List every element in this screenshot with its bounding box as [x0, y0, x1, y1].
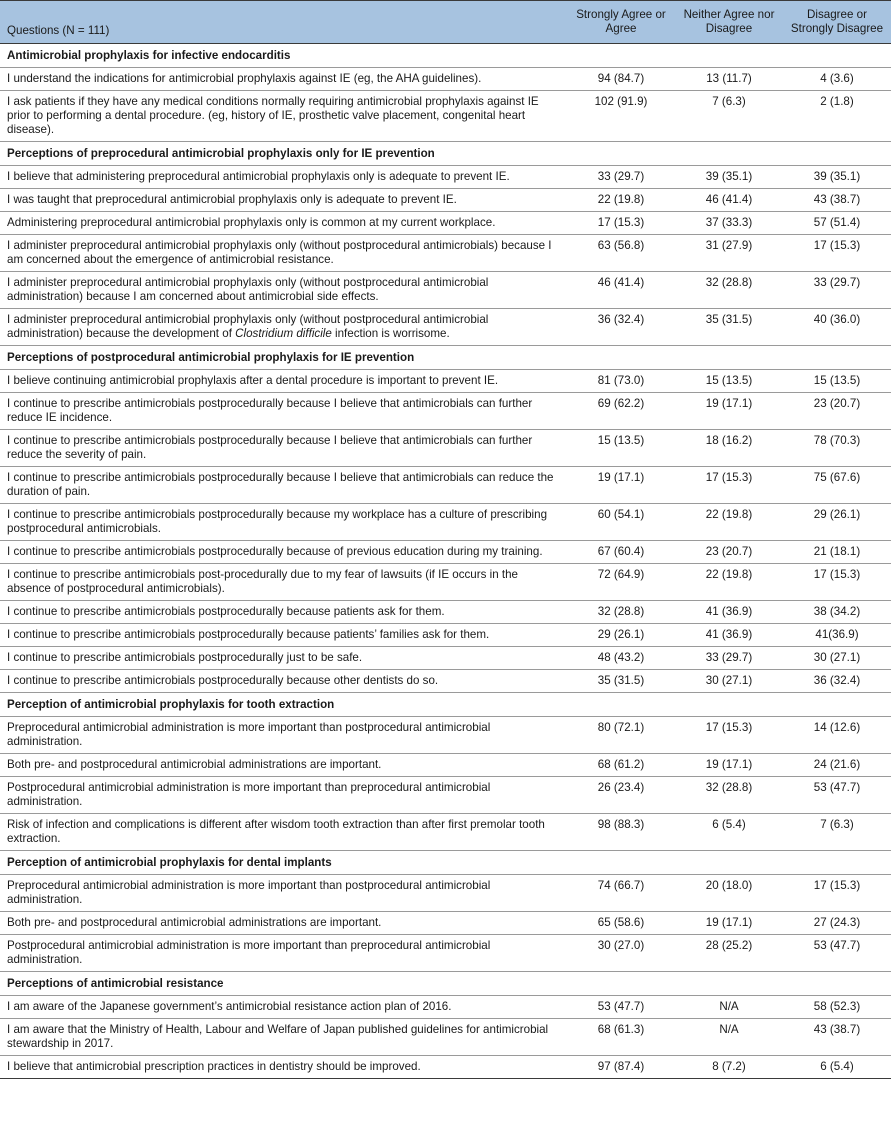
header-row	[0, 1, 891, 44]
table-row	[0, 717, 891, 754]
neutral-value-cell: 32 (28.8)	[675, 777, 783, 814]
table-row	[0, 68, 891, 91]
questions-column-header: Questions (N = 111)	[0, 1, 567, 44]
table-row	[0, 814, 891, 851]
neutral-value-cell: 22 (19.8)	[675, 504, 783, 541]
question-cell: I believe that antimicrobial prescription practices in dentistry should be improved.	[0, 1056, 567, 1079]
question-cell: I continue to prescribe antimicrobials postprocedurally because my workplace has a culture of prescribing postprocedural antimicrobials.	[0, 504, 567, 541]
neutral-value-cell: 17 (15.3)	[675, 467, 783, 504]
neutral-value-cell: 15 (13.5)	[675, 370, 783, 393]
neutral-value-cell: 19 (17.1)	[675, 754, 783, 777]
question-cell	[0, 309, 567, 346]
neutral-value-cell: 17 (15.3)	[675, 717, 783, 754]
neutral-value-cell: 35 (31.5)	[675, 309, 783, 346]
table-row	[0, 212, 891, 235]
table-row	[0, 996, 891, 1019]
agree-value-cell: 67 (60.4)	[567, 541, 675, 564]
question-cell: I continue to prescribe antimicrobials postprocedurally because patients ask for them.	[0, 601, 567, 624]
table-row	[0, 272, 891, 309]
question-cell: I administer preprocedural antimicrobial prophylaxis only (without postprocedural antimicrobial administration) because I am concerned about antimicrobial side effects.	[0, 272, 567, 309]
neutral-value-cell: 8 (7.2)	[675, 1056, 783, 1079]
question-cell: I was taught that preprocedural antimicrobial prophylaxis only is adequate to prevent IE.	[0, 189, 567, 212]
table-body	[0, 44, 891, 1079]
disagree-value-cell: 38 (34.2)	[783, 601, 891, 624]
disagree-value-cell: 36 (32.4)	[783, 670, 891, 693]
disagree-value-cell: 39 (35.1)	[783, 166, 891, 189]
question-cell: Preprocedural antimicrobial administration is more important than postprocedural antimicrobial administration.	[0, 875, 567, 912]
agree-value-cell: 81 (73.0)	[567, 370, 675, 393]
table-header	[0, 1, 891, 44]
question-cell: I ask patients if they have any medical conditions normally requiring antimicrobial prophylaxis against IE prior to performing a dental procedure. (eg, history of IE, prosthetic valve placement, congenital heart disease).	[0, 91, 567, 142]
disagree-value-cell: 29 (26.1)	[783, 504, 891, 541]
question-cell: I continue to prescribe antimicrobials postprocedurally because I believe that antimicrobials can reduce the duration of pain.	[0, 467, 567, 504]
question-cell: I continue to prescribe antimicrobials postprocedurally because I believe that antimicrobials can further reduce the severity of pain.	[0, 430, 567, 467]
table-row	[0, 1056, 891, 1079]
table-row	[0, 777, 891, 814]
table-row	[0, 875, 891, 912]
disagree-value-cell: 7 (6.3)	[783, 814, 891, 851]
disagree-value-cell: 27 (24.3)	[783, 912, 891, 935]
table-row	[0, 235, 891, 272]
table-row	[0, 430, 891, 467]
neutral-value-cell: 6 (5.4)	[675, 814, 783, 851]
table-row	[0, 670, 891, 693]
agree-value-cell: 17 (15.3)	[567, 212, 675, 235]
agree-value-cell: 15 (13.5)	[567, 430, 675, 467]
table-row	[0, 541, 891, 564]
disagree-value-cell: 24 (21.6)	[783, 754, 891, 777]
table-row	[0, 754, 891, 777]
neutral-value-cell: 39 (35.1)	[675, 166, 783, 189]
question-cell: I believe that administering preprocedural antimicrobial prophylaxis only is adequate to prevent IE.	[0, 166, 567, 189]
agree-value-cell: 48 (43.2)	[567, 647, 675, 670]
section-row	[0, 972, 891, 996]
table-row	[0, 912, 891, 935]
disagree-value-cell: 41(36.9)	[783, 624, 891, 647]
agree-value-cell: 53 (47.7)	[567, 996, 675, 1019]
agree-value-cell: 33 (29.7)	[567, 166, 675, 189]
table-row	[0, 564, 891, 601]
question-cell: Both pre- and postprocedural antimicrobial administrations are important.	[0, 754, 567, 777]
agree-value-cell: 102 (91.9)	[567, 91, 675, 142]
agree-value-cell: 94 (84.7)	[567, 68, 675, 91]
agree-value-cell: 80 (72.1)	[567, 717, 675, 754]
table-row	[0, 393, 891, 430]
disagree-value-cell: 43 (38.7)	[783, 189, 891, 212]
question-cell: I continue to prescribe antimicrobials postprocedurally because patients’ families ask for them.	[0, 624, 567, 647]
neutral-value-cell: N/A	[675, 996, 783, 1019]
question-cell: Administering preprocedural antimicrobial prophylaxis only is common at my current workplace.	[0, 212, 567, 235]
disagree-value-cell: 58 (52.3)	[783, 996, 891, 1019]
question-text-italic: Clostridium difficile	[235, 327, 332, 340]
disagree-value-cell: 53 (47.7)	[783, 935, 891, 972]
disagree-value-cell: 43 (38.7)	[783, 1019, 891, 1056]
table-row	[0, 166, 891, 189]
agree-value-cell: 68 (61.2)	[567, 754, 675, 777]
section-row	[0, 142, 891, 166]
question-cell: I continue to prescribe antimicrobials post-procedurally due to my fear of lawsuits (if IE occurs in the absence of postprocedural antimicrobials).	[0, 564, 567, 601]
disagree-value-cell: 57 (51.4)	[783, 212, 891, 235]
neutral-value-cell: 13 (11.7)	[675, 68, 783, 91]
disagree-value-cell: 6 (5.4)	[783, 1056, 891, 1079]
agree-value-cell: 32 (28.8)	[567, 601, 675, 624]
question-cell: I continue to prescribe antimicrobials postprocedurally because I believe that antimicrobials can further reduce IE incidence.	[0, 393, 567, 430]
disagree-value-cell: 40 (36.0)	[783, 309, 891, 346]
disagree-value-cell: 4 (3.6)	[783, 68, 891, 91]
agree-value-cell: 65 (58.6)	[567, 912, 675, 935]
neutral-value-cell: 19 (17.1)	[675, 912, 783, 935]
table-row	[0, 91, 891, 142]
neutral-value-cell: 30 (27.1)	[675, 670, 783, 693]
agree-value-cell: 35 (31.5)	[567, 670, 675, 693]
disagree-value-cell: 21 (18.1)	[783, 541, 891, 564]
neutral-value-cell: 33 (29.7)	[675, 647, 783, 670]
disagree-value-cell: 17 (15.3)	[783, 235, 891, 272]
question-cell: I understand the indications for antimicrobial prophylaxis against IE (eg, the AHA guidelines).	[0, 68, 567, 91]
agree-value-cell: 26 (23.4)	[567, 777, 675, 814]
neutral-value-cell: 37 (33.3)	[675, 212, 783, 235]
disagree-value-cell: 17 (15.3)	[783, 875, 891, 912]
question-cell: I believe continuing antimicrobial prophylaxis after a dental procedure is important to prevent IE.	[0, 370, 567, 393]
section-heading: Perception of antimicrobial prophylaxis for tooth extraction	[0, 693, 891, 717]
section-heading: Antimicrobial prophylaxis for infective endocarditis	[0, 44, 891, 68]
agree-column-header: Strongly Agree or Agree	[567, 1, 675, 44]
agree-value-cell: 69 (62.2)	[567, 393, 675, 430]
question-cell: Postprocedural antimicrobial administration is more important than preprocedural antimicrobial administration.	[0, 777, 567, 814]
question-cell: I am aware that the Ministry of Health, Labour and Welfare of Japan published guidelines for antimicrobial stewardship in 2017.	[0, 1019, 567, 1056]
disagree-value-cell: 14 (12.6)	[783, 717, 891, 754]
section-heading: Perceptions of antimicrobial resistance	[0, 972, 891, 996]
question-cell: I continue to prescribe antimicrobials postprocedurally because of previous education during my training.	[0, 541, 567, 564]
question-cell: I continue to prescribe antimicrobials postprocedurally just to be safe.	[0, 647, 567, 670]
table-row	[0, 1019, 891, 1056]
section-row	[0, 44, 891, 68]
question-text: I administer preprocedural antimicrobial prophylaxis only (without postprocedural antimicrobial administration) because the development of	[7, 313, 489, 340]
section-row	[0, 346, 891, 370]
table-row	[0, 370, 891, 393]
disagree-value-cell: 30 (27.1)	[783, 647, 891, 670]
neutral-value-cell: 23 (20.7)	[675, 541, 783, 564]
agree-value-cell: 60 (54.1)	[567, 504, 675, 541]
neutral-value-cell: 31 (27.9)	[675, 235, 783, 272]
neutral-value-cell: 32 (28.8)	[675, 272, 783, 309]
table-row	[0, 647, 891, 670]
question-cell: Risk of infection and complications is different after wisdom tooth extraction than after first premolar tooth extraction.	[0, 814, 567, 851]
agree-value-cell: 19 (17.1)	[567, 467, 675, 504]
neutral-value-cell: 22 (19.8)	[675, 564, 783, 601]
neutral-value-cell: 28 (25.2)	[675, 935, 783, 972]
agree-value-cell: 97 (87.4)	[567, 1056, 675, 1079]
table-row	[0, 189, 891, 212]
disagree-value-cell: 17 (15.3)	[783, 564, 891, 601]
agree-value-cell: 74 (66.7)	[567, 875, 675, 912]
question-cell: Preprocedural antimicrobial administration is more important than postprocedural antimicrobial administration.	[0, 717, 567, 754]
table-row	[0, 309, 891, 346]
agree-value-cell: 46 (41.4)	[567, 272, 675, 309]
neutral-value-cell: 20 (18.0)	[675, 875, 783, 912]
section-heading: Perceptions of postprocedural antimicrobial prophylaxis for IE prevention	[0, 346, 891, 370]
section-heading: Perception of antimicrobial prophylaxis for dental implants	[0, 851, 891, 875]
question-cell: Postprocedural antimicrobial administration is more important than preprocedural antimicrobial administration.	[0, 935, 567, 972]
question-cell: I am aware of the Japanese government’s antimicrobial resistance action plan of 2016.	[0, 996, 567, 1019]
agree-value-cell: 68 (61.3)	[567, 1019, 675, 1056]
agree-value-cell: 98 (88.3)	[567, 814, 675, 851]
table-row	[0, 601, 891, 624]
agree-value-cell: 36 (32.4)	[567, 309, 675, 346]
neutral-value-cell: 7 (6.3)	[675, 91, 783, 142]
agree-value-cell: 30 (27.0)	[567, 935, 675, 972]
table-row	[0, 935, 891, 972]
agree-value-cell: 72 (64.9)	[567, 564, 675, 601]
question-cell: I continue to prescribe antimicrobials postprocedurally because other dentists do so.	[0, 670, 567, 693]
neutral-value-cell: 18 (16.2)	[675, 430, 783, 467]
table-row	[0, 467, 891, 504]
question-cell: Both pre- and postprocedural antimicrobial administrations are important.	[0, 912, 567, 935]
question-cell: I administer preprocedural antimicrobial prophylaxis only (without postprocedural antimicrobials) because I am concerned about the emergence of antimicrobial resistance.	[0, 235, 567, 272]
neutral-value-cell: 19 (17.1)	[675, 393, 783, 430]
table-row	[0, 504, 891, 541]
disagree-value-cell: 33 (29.7)	[783, 272, 891, 309]
disagree-value-cell: 23 (20.7)	[783, 393, 891, 430]
agree-value-cell: 29 (26.1)	[567, 624, 675, 647]
neutral-value-cell: 41 (36.9)	[675, 624, 783, 647]
disagree-value-cell: 2 (1.8)	[783, 91, 891, 142]
neutral-value-cell: 41 (36.9)	[675, 601, 783, 624]
neutral-value-cell: N/A	[675, 1019, 783, 1056]
agree-value-cell: 22 (19.8)	[567, 189, 675, 212]
disagree-value-cell: 75 (67.6)	[783, 467, 891, 504]
section-row	[0, 851, 891, 875]
neutral-value-cell: 46 (41.4)	[675, 189, 783, 212]
disagree-value-cell: 78 (70.3)	[783, 430, 891, 467]
disagree-column-header: Disagree or Strongly Disagree	[783, 1, 891, 44]
section-row	[0, 693, 891, 717]
section-heading: Perceptions of preprocedural antimicrobial prophylaxis only for IE prevention	[0, 142, 891, 166]
disagree-value-cell: 53 (47.7)	[783, 777, 891, 814]
disagree-value-cell: 15 (13.5)	[783, 370, 891, 393]
question-text: infection is worrisome.	[331, 327, 450, 340]
table-row	[0, 624, 891, 647]
agree-value-cell: 63 (56.8)	[567, 235, 675, 272]
neutral-column-header: Neither Agree nor Disagree	[675, 1, 783, 44]
